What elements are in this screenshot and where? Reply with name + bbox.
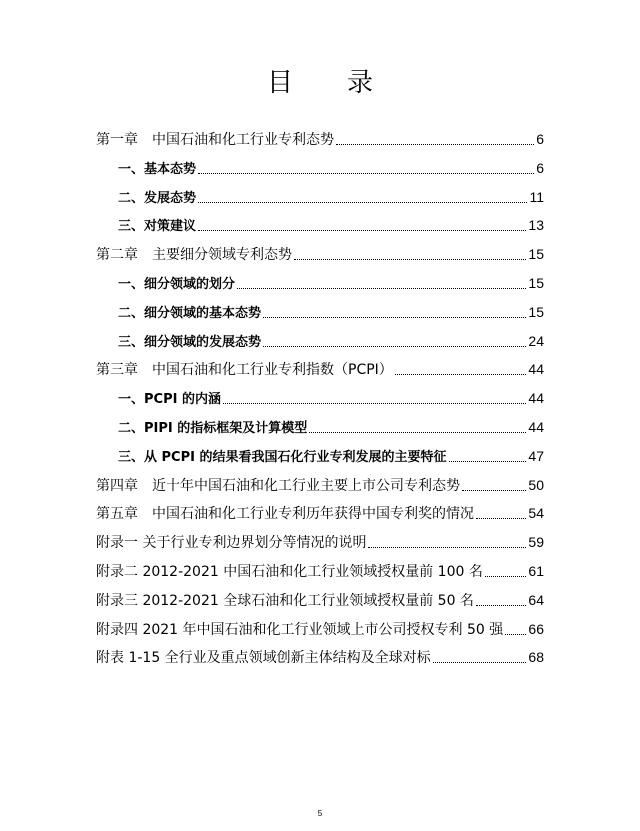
dot-leader	[198, 173, 534, 174]
toc-section-entry[interactable]	[96, 187, 544, 207]
toc-entry-label: 第四章 近十年中国石油和化工行业主要上市公司专利态势	[96, 477, 460, 494]
toc-entry-label: 一、基本态势	[118, 161, 197, 177]
dot-leader	[462, 490, 526, 491]
dot-leader	[476, 605, 526, 606]
toc-entry-page: 15	[528, 274, 544, 291]
dot-leader	[294, 259, 526, 260]
toc-chapter-entry[interactable]	[96, 244, 544, 264]
toc-entry-page: 6	[536, 159, 544, 176]
toc-chapter-entry[interactable]	[96, 561, 544, 581]
toc-entry-page: 44	[528, 361, 544, 378]
toc-chapter-entry[interactable]	[96, 532, 544, 552]
dot-leader	[237, 288, 526, 289]
dot-leader	[368, 547, 526, 548]
toc-entry-label: 附录二 2012-2021 中国石油和化工行业领域授权量前 100 名	[96, 563, 483, 580]
toc-section-entry[interactable]	[96, 331, 544, 351]
toc-section-entry[interactable]	[96, 417, 544, 437]
toc-entry-label: 附录一 关于行业专利边界划分等情况的说明	[96, 535, 367, 552]
dot-leader	[449, 461, 527, 462]
page-title: 目 录	[266, 68, 387, 98]
dot-leader	[263, 317, 526, 318]
toc-section-entry[interactable]	[96, 388, 544, 408]
table-of-contents	[96, 129, 544, 667]
toc-section-entry[interactable]	[96, 215, 544, 235]
dot-leader	[395, 374, 527, 375]
toc-entry-page: 15	[528, 303, 544, 320]
dot-leader	[476, 518, 526, 519]
toc-chapter-entry[interactable]	[96, 359, 544, 379]
toc-entry-page: 54	[528, 505, 544, 522]
toc-entry-page: 50	[528, 476, 544, 493]
toc-entry-label: 一、PCPI 的内涵	[118, 392, 221, 408]
toc-chapter-entry[interactable]	[96, 129, 544, 149]
toc-entry-page: 15	[528, 246, 544, 263]
toc-entry-page: 61	[528, 562, 544, 579]
toc-entry-page: 11	[529, 188, 544, 205]
toc-entry-label: 第一章 中国石油和化工行业专利态势	[96, 132, 334, 148]
dot-leader	[198, 230, 526, 231]
toc-chapter-entry[interactable]	[96, 475, 544, 495]
toc-entry-label: 第五章 中国石油和化工行业专利历年获得中国专利奖的情况	[96, 506, 474, 523]
toc-entry-page: 44	[528, 390, 544, 407]
dot-leader	[263, 346, 526, 347]
toc-entry-label: 三、对策建议	[118, 219, 197, 235]
toc-entry-page: 68	[528, 649, 544, 666]
toc-entry-label: 附录四 2021 年中国石油和化工行业领域上市公司授权专利 50 强	[96, 621, 504, 638]
dot-leader	[223, 403, 526, 404]
dot-leader	[309, 432, 526, 433]
toc-entry-page: 13	[528, 217, 544, 234]
dot-leader	[336, 144, 534, 145]
toc-chapter-entry[interactable]	[96, 647, 544, 667]
toc-entry-page: 64	[528, 591, 544, 608]
page-number: 5	[317, 809, 323, 818]
toc-entry-label: 第三章 中国石油和化工行业专利指数（PCPI）	[96, 362, 393, 379]
dot-leader	[198, 202, 527, 203]
dot-leader	[433, 662, 527, 663]
toc-section-entry[interactable]	[96, 158, 544, 178]
toc-entry-page: 44	[528, 418, 544, 435]
toc-chapter-entry[interactable]	[96, 619, 544, 639]
toc-entry-page: 66	[528, 620, 544, 637]
toc-entry-page: 6	[536, 131, 544, 147]
toc-entry-label: 附表 1-15 全行业及重点领域创新主体结构及全球对标	[96, 650, 431, 667]
toc-entry-label: 三、细分领域的发展态势	[118, 334, 262, 350]
dot-leader	[505, 634, 526, 635]
toc-entry-page: 59	[528, 534, 544, 551]
toc-entry-label: 一、细分领域的划分	[118, 276, 236, 292]
toc-entry-label: 二、发展态势	[118, 190, 197, 206]
toc-section-entry[interactable]	[96, 273, 544, 293]
toc-chapter-entry[interactable]	[96, 503, 544, 523]
toc-entry-page: 24	[528, 332, 544, 349]
toc-section-entry[interactable]	[96, 302, 544, 322]
toc-entry-label: 二、细分领域的基本态势	[118, 305, 262, 321]
toc-chapter-entry[interactable]	[96, 590, 544, 610]
toc-section-entry[interactable]	[96, 446, 544, 466]
toc-entry-page: 47	[528, 447, 544, 464]
toc-entry-label: 附录三 2012-2021 全球石油和化工行业领域授权量前 50 名	[96, 592, 474, 609]
toc-entry-label: 第二章 主要细分领域专利态势	[96, 247, 292, 264]
toc-entry-label: 三、从 PCPI 的结果看我国石化行业专利发展的主要特征	[118, 449, 447, 465]
dot-leader	[485, 576, 527, 577]
toc-entry-label: 二、PIPI 的指标框架及计算模型	[118, 420, 308, 436]
